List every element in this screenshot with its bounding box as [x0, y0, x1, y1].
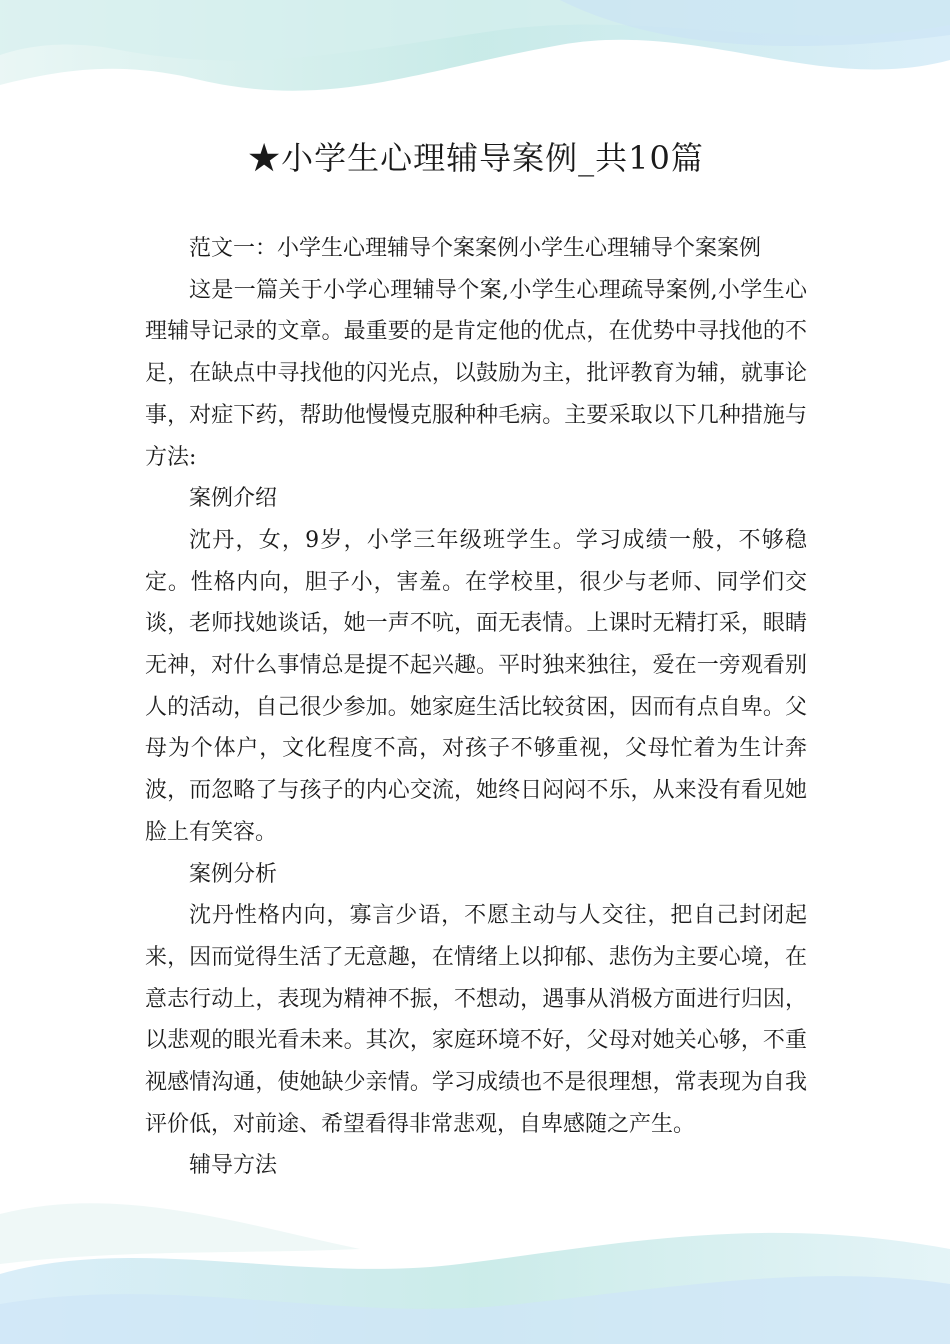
paragraph-sample-heading: 范文一：小学生心理辅导个案案例小学生心理辅导个案案例 — [189, 236, 762, 261]
document-title: ★小学生心理辅导案例_共10篇 — [248, 139, 704, 177]
paragraph-intro: 这是一篇关于小学心理辅导个案,小学生心理疏导案例,小学生心理辅导记录的文章。最重要的是肯定他的优点，在优势中寻找他的不足，在缺点中寻找他的闪光点，以鼓励为主，批评教育为辅，就事论事，对症下药，帮助他慢慢克服种种毛病。主要采取以下几种措施与方法: — [145, 277, 807, 470]
paragraph-case-intro: 沈丹，女，9岁，小学三年级班学生。学习成绩一般，不够稳定。性格内向，胆子小，害羞。在学校里，很少与老师、同学们交谈，老师找她谈话，她一声不吭，面无表情。上课时无精打采，眼睛无神，对什么事情总是提不起兴趣。平时独来独往，爱在一旁观看别人的活动，自己很少参加。她家庭生活比较贫困，因而有点自卑。父母为个体户，文化程度不高，对孩子不够重视，父母忙着为生计奔波，而忽略了与孩子的内心交流，她终日闷闷不乐，从来没有看见她脸上有笑容。 — [145, 527, 807, 845]
top-wave-decoration — [0, 0, 950, 130]
section-heading-counseling-methods: 辅导方法 — [189, 1153, 278, 1179]
section-heading-case-analysis: 案例分析 — [189, 861, 278, 887]
paragraph-case-analysis: 沈丹性格内向，寡言少语，不愿主动与人交往，把自己封闭起来，因而觉得生活了无意趣，在情绪上以抑郁、悲伤为主要心境，在意志行动上，表现为精神不振，不想动，遇事从消极方面进行归因，以悲观的眼光看未来。其次，家庭环境不好，父母对她关心够，不重视感情沟通，使她缺少亲情。学习成绩也不是很理想，常表现为自我评价低，对前途、希望看得非常悲观，自卑感随之产生。 — [145, 903, 807, 1137]
section-heading-case-intro: 案例介绍 — [189, 486, 278, 512]
document-body — [145, 130, 807, 1187]
